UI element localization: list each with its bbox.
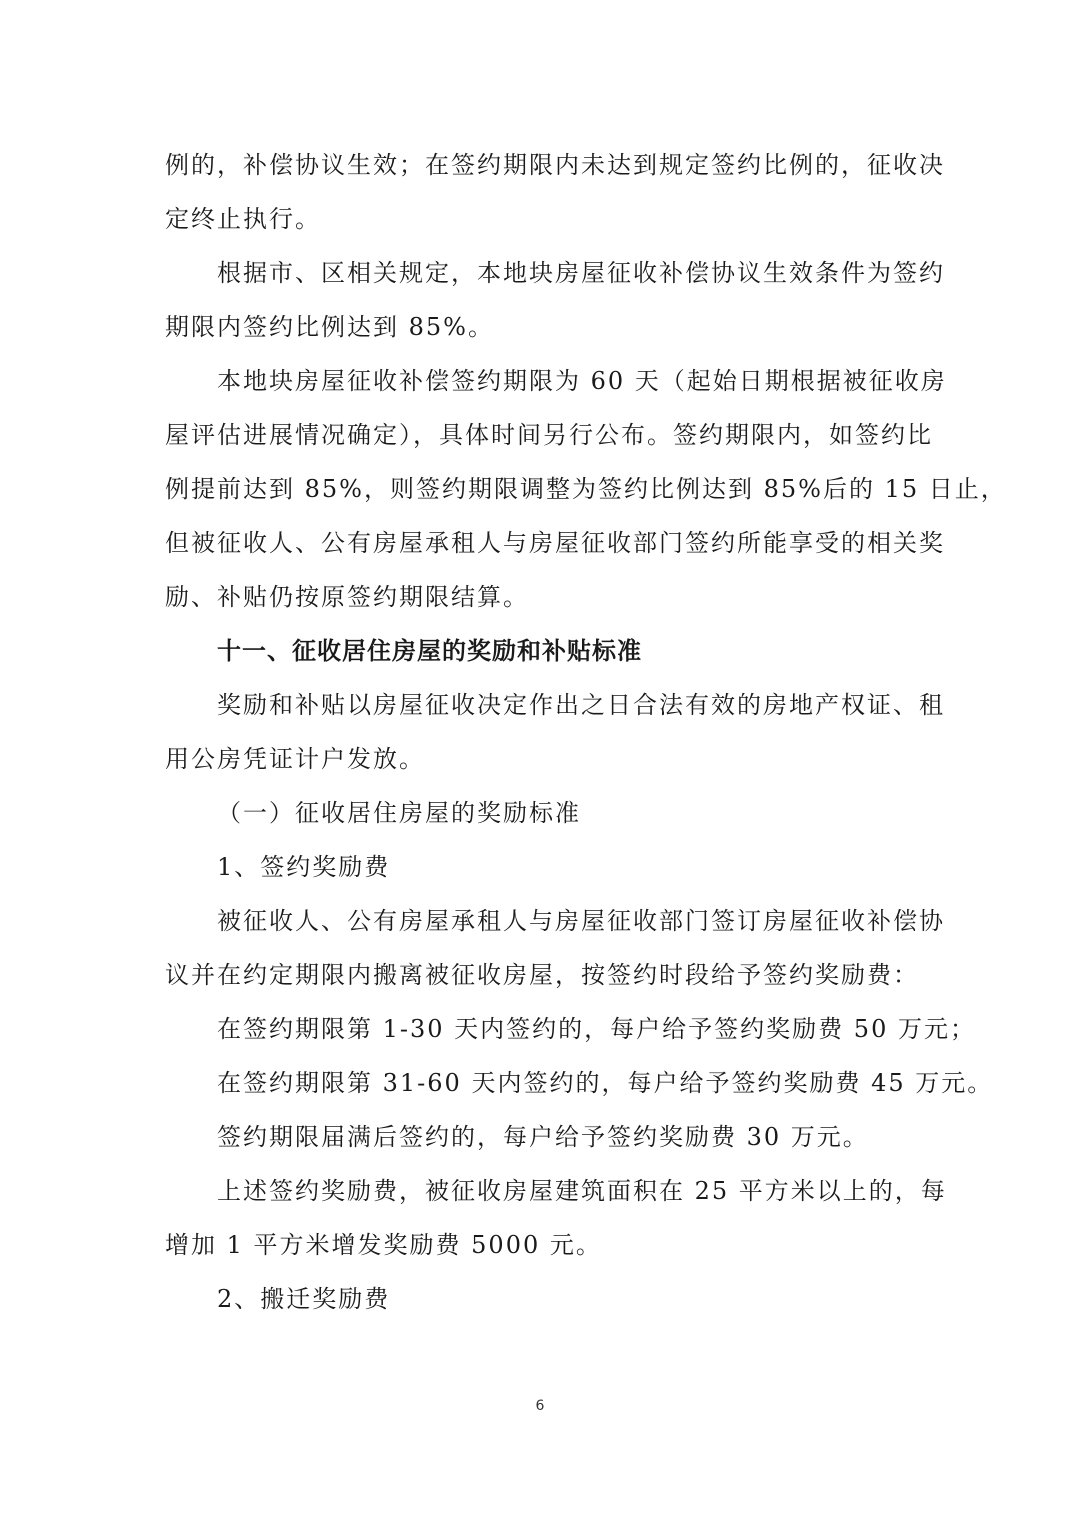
section-heading: 十一、征收居住房屋的奖励和补贴标准 <box>217 637 642 665</box>
body-line-8: 但被征收人、公有房屋承租人与房屋征收部门签约所能享受的相关奖 <box>165 529 945 557</box>
body-line-16: 议并在约定期限内搬离被征收房屋，按签约时段给予签约奖励费： <box>165 961 919 989</box>
item-heading-relocation-reward: 2、搬迁奖励费 <box>217 1285 391 1313</box>
subsection-heading: （一）征收居住房屋的奖励标准 <box>217 799 581 827</box>
body-line-5: 本地块房屋征收补偿签约期限为 60 天（起始日期根据被征收房 <box>217 367 947 395</box>
body-line-6: 屋评估进展情况确定），具体时间另行公布。签约期限内，如签约比 <box>165 421 933 449</box>
body-line-9: 励、补贴仍按原签约期限结算。 <box>165 583 529 611</box>
body-line-3: 根据市、区相关规定，本地块房屋征收补偿协议生效条件为签约 <box>217 259 945 287</box>
body-line-21: 增加 1 平方米增发奖励费 5000 元。 <box>165 1231 602 1259</box>
body-line-2: 定终止执行。 <box>165 205 321 233</box>
body-line-11: 奖励和补贴以房屋征收决定作出之日合法有效的房地产权证、租 <box>217 691 945 719</box>
page-number: 6 <box>535 1398 545 1414</box>
body-line-4: 期限内签约比例达到 85%。 <box>165 313 494 341</box>
body-line-15: 被征收人、公有房屋承租人与房屋征收部门签订房屋征收补偿协 <box>217 907 945 935</box>
body-line-19: 签约期限届满后签约的，每户给予签约奖励费 30 万元。 <box>217 1123 869 1151</box>
item-heading-signing-reward: 1、签约奖励费 <box>217 853 391 881</box>
body-line-7: 例提前达到 85%，则签约期限调整为签约比例达到 85%后的 15 日止， <box>165 475 1007 503</box>
body-line-12: 用公房凭证计户发放。 <box>165 745 425 773</box>
body-line-20: 上述签约奖励费，被征收房屋建筑面积在 25 平方米以上的，每 <box>217 1177 947 1205</box>
body-line-18: 在签约期限第 31-60 天内签约的，每户给予签约奖励费 45 万元。 <box>217 1069 994 1097</box>
body-line-1: 例的，补偿协议生效；在签约期限内未达到规定签约比例的，征收决 <box>165 151 945 179</box>
body-line-17: 在签约期限第 1-30 天内签约的，每户给予签约奖励费 50 万元； <box>217 1015 976 1043</box>
document-body <box>165 138 1007 1326</box>
